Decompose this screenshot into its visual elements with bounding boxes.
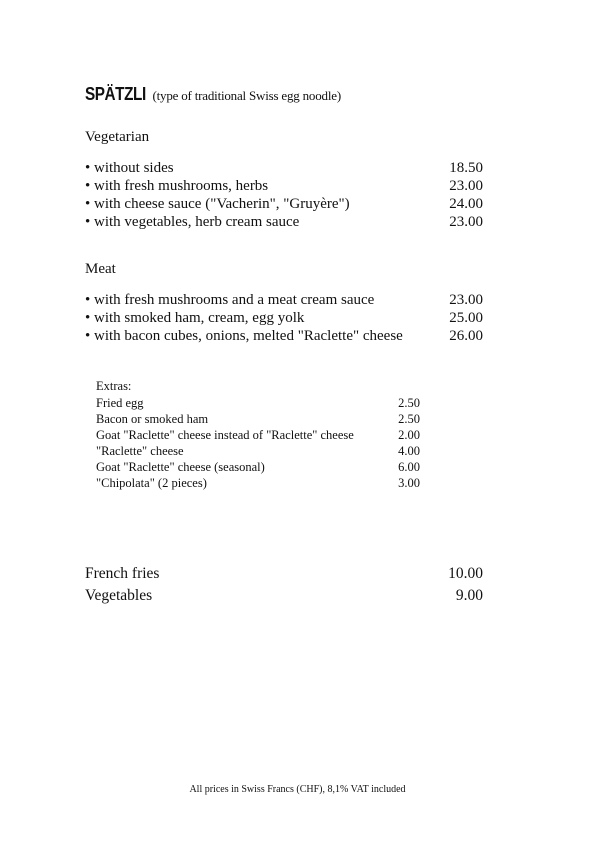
item-label: Vegetables	[85, 587, 153, 604]
item-label: "Chipolata" (2 pieces)	[96, 476, 207, 490]
item-price: 18.50	[449, 160, 483, 176]
item-price: 23.00	[449, 178, 483, 194]
item-price: 24.00	[449, 196, 483, 212]
item-price: 3.00	[398, 476, 420, 490]
section-heading-meat: Meat	[85, 261, 116, 277]
item-price: 4.00	[398, 444, 420, 458]
list-item	[96, 475, 420, 491]
item-price: 2.00	[398, 428, 420, 442]
list-item	[85, 327, 483, 345]
item-price: 23.00	[449, 214, 483, 230]
item-price: 10.00	[448, 565, 483, 582]
item-label: • with bacon cubes, onions, melted "Raclette" cheese	[85, 328, 403, 344]
sides-list	[85, 563, 483, 607]
item-label: • with smoked ham, cream, egg yolk	[85, 310, 305, 326]
menu-title	[85, 84, 341, 105]
list-item	[85, 213, 483, 231]
item-label: French fries	[85, 565, 160, 582]
list-item	[96, 427, 420, 443]
item-price: 26.00	[449, 328, 483, 344]
title-subtitle: (type of traditional Swiss egg noodle)	[152, 88, 341, 103]
list-item	[85, 159, 483, 177]
item-label: Goat "Raclette" cheese (seasonal)	[96, 460, 265, 474]
item-price: 23.00	[449, 292, 483, 308]
title-main: SPÄTZLI	[85, 84, 146, 104]
meat-list	[85, 291, 483, 345]
item-label: • with cheese sauce ("Vacherin", "Gruyère")	[85, 196, 350, 212]
item-price: 6.00	[398, 460, 420, 474]
item-label: Goat "Raclette" cheese instead of "Raclette" cheese	[96, 428, 354, 442]
item-price: 9.00	[455, 587, 483, 604]
list-item	[85, 177, 483, 195]
list-item	[96, 411, 420, 427]
item-label: Bacon or smoked ham	[96, 412, 209, 426]
item-price: 2.50	[398, 412, 420, 426]
list-item	[96, 459, 420, 475]
list-item	[85, 195, 483, 213]
item-label: • with vegetables, herb cream sauce	[85, 214, 300, 230]
extras-list	[96, 377, 420, 491]
list-item	[85, 291, 483, 309]
item-label: • without sides	[85, 160, 174, 176]
item-label: • with fresh mushrooms, herbs	[85, 178, 269, 194]
list-item	[85, 309, 483, 327]
vegetarian-list	[85, 159, 483, 231]
list-item	[85, 563, 483, 585]
item-label: • with fresh mushrooms and a meat cream sauce	[85, 292, 375, 308]
list-item	[85, 585, 483, 607]
item-price: 25.00	[449, 310, 483, 326]
item-label: Fried egg	[96, 396, 144, 410]
section-heading-vegetarian: Vegetarian	[85, 129, 150, 145]
list-item	[96, 443, 420, 459]
price-footnote: All prices in Swiss Francs (CHF), 8,1% VAT included	[189, 784, 406, 795]
list-item	[96, 395, 420, 411]
extras-heading: Extras:	[96, 379, 132, 393]
item-price: 2.50	[398, 396, 420, 410]
item-label: "Raclette" cheese	[96, 444, 184, 458]
